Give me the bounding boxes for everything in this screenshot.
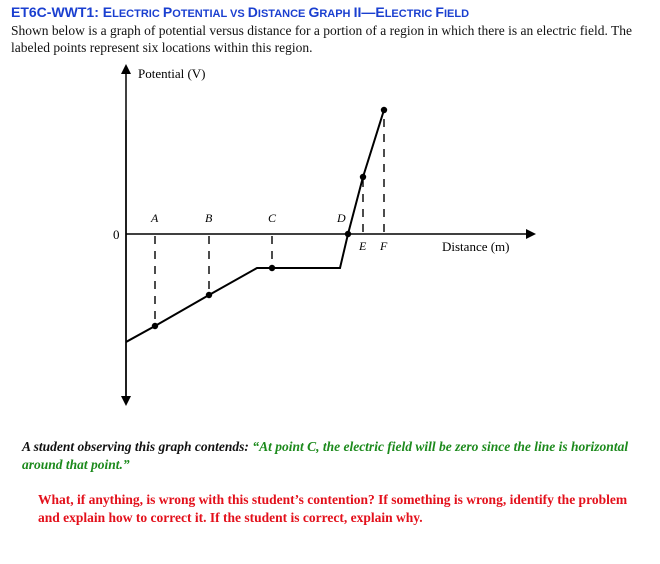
y-axis-label: Potential (V) <box>138 66 206 81</box>
title-part-big: P <box>162 4 173 20</box>
label-a: A <box>151 211 159 225</box>
potential-curve <box>126 110 384 342</box>
x-axis-label: Distance (m) <box>442 239 510 254</box>
origin-label: 0 <box>113 227 120 242</box>
title-part-small: ISTANCE <box>257 8 309 20</box>
point-c <box>269 265 275 271</box>
intro-text: Shown below is a graph of potential versus distance for a portion of a region in which there is an electric field. The labeled points represent six locations within this region. <box>11 23 632 55</box>
point-e <box>360 174 366 180</box>
title-part-big: G <box>308 4 320 20</box>
point-a <box>152 323 158 329</box>
label-c: C <box>268 211 277 225</box>
student-claim <box>22 438 632 474</box>
point-d <box>345 231 351 237</box>
point-b <box>206 292 212 298</box>
title-part-small: LECTRIC <box>112 8 163 20</box>
title-part-small: RAPH <box>319 8 354 20</box>
title-prefix: ET6C-WWT1: <box>11 4 103 20</box>
title-part-small: IELD <box>443 8 470 20</box>
claim-lead: A student observing this graph contends: <box>22 439 253 454</box>
label-b: B <box>205 211 213 225</box>
title-part-small: LECTRIC <box>384 8 436 20</box>
title-part-big: D <box>247 4 258 20</box>
title-part-big: E <box>102 4 113 20</box>
label-d: D <box>337 211 346 225</box>
title-part-big: II—E <box>353 4 385 20</box>
point-f <box>381 107 387 113</box>
title-part-small: OTENTIAL VS <box>172 8 248 20</box>
title-part-big: F <box>435 4 444 20</box>
label-e: E <box>359 239 367 253</box>
claim-quote: “At point C, the electric field will be zero since the line is horizontal around that point.” <box>22 439 629 472</box>
label-f: F <box>380 239 388 253</box>
question-text: What, if anything, is wrong with this student’s contention? If something is wrong, identify the problem and explain how to correct it. If the student is correct, explain why. <box>38 492 628 525</box>
